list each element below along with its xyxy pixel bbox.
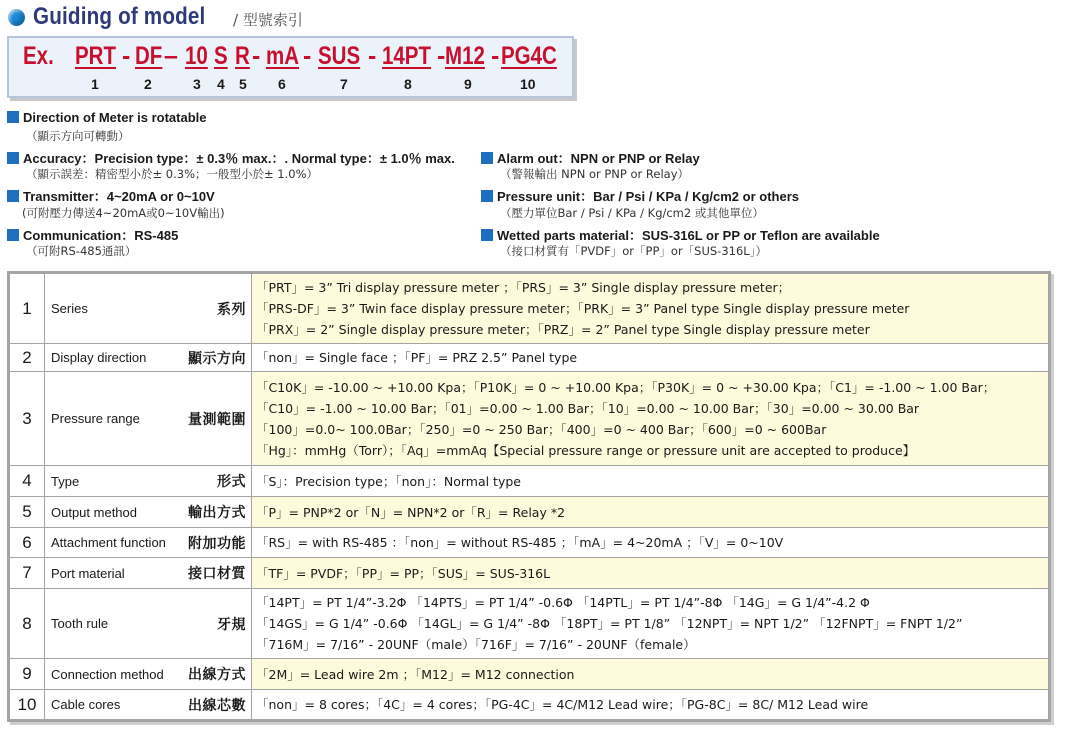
description-line: 「PRT」= 3” Tri display pressure meter ；「PRS」= 3” Single display pressure meter； [256, 280, 791, 295]
description-line: 「non」= 8 cores；「4C」= 4 cores；「PG-4C」= 4C/M12 Lead wire；「PG-8C」= 8C/ M12 Lead wire [256, 697, 869, 712]
code-separator: – [164, 42, 178, 70]
code-segment-connection: M12 [445, 42, 485, 70]
row-field [45, 466, 252, 496]
row-description [252, 528, 1048, 557]
row-field [45, 344, 252, 371]
row-description [252, 659, 1048, 689]
code-separator: - [303, 42, 312, 70]
note-communication-caption: （可附RS-485通訊） [26, 244, 137, 258]
row-number: 4 [10, 466, 45, 496]
row-number: 2 [10, 344, 45, 371]
row-number: 7 [10, 558, 45, 588]
code-segment-range: 10 [185, 42, 208, 70]
field-name-zh: 顯示方向 [188, 350, 246, 367]
field-name-en: Display direction [51, 350, 147, 365]
field-name-en: Port material [51, 565, 125, 581]
field-name-zh: 系列 [217, 301, 246, 318]
table-row-type [10, 465, 1048, 496]
description-line: 「PRS-DF」= 3” Twin face display pressure meter；「PRK」= 3” Panel type Single display pressure meter [256, 301, 910, 316]
field-name-en: Series [51, 301, 88, 316]
description-line: 「14GS」= G 1/4” -0.6Φ 「14GL」= G 1/4” -8Φ 「18PT」= PT 1/8” 「12NPT」= NPT 1/2” 「12FNPT」= FNPT 1/2” [256, 616, 963, 631]
field-name-en: Attachment function [51, 535, 166, 550]
bullet-square-icon [481, 152, 493, 164]
description-line: 「Hg」：mmHg（Torr）；「Aq」=mmAq【Special pressure range or pressure unit are accepted to produce】 [256, 442, 916, 458]
table-row-series [10, 274, 1048, 343]
table-row-display-direction [10, 343, 1048, 371]
row-field [45, 690, 252, 719]
field-name-zh: 形式 [217, 474, 246, 490]
row-description [252, 466, 1048, 496]
code-segment-display: DF [135, 42, 163, 70]
code-separator: - [437, 42, 446, 70]
table-row-tooth-rule [10, 588, 1048, 658]
code-segment-attachment: mA [266, 42, 300, 70]
example-prefix: Ex. [23, 42, 54, 70]
description-line: 「S」：Precision type；「non」：Normal type [256, 473, 521, 489]
code-segment-material: SUS [318, 42, 361, 70]
row-description [252, 558, 1048, 588]
section-title: Guiding of model [33, 3, 206, 30]
code-separator: - [491, 42, 500, 70]
note-wetted-parts-caption: （接口材質有「PVDF」or「PP」or「SUS-316L」） [500, 244, 767, 258]
row-field [45, 589, 252, 658]
note-direction-caption: （顯示方向可轉動） [26, 129, 130, 143]
row-description [252, 274, 1048, 343]
field-name-en: Tooth rule [51, 616, 109, 631]
code-index-number: 4 [217, 76, 225, 92]
note-pressure-unit: Pressure unit：Bar / Psi / KPa / Kg/cm2 or others [481, 186, 799, 205]
field-name-zh: 牙規 [217, 616, 246, 633]
description-line: 「C10」= -1.00 ~ 10.00 Bar；「01」=0.00 ~ 1.00 Bar；「10」=0.00 ~ 10.00 Bar；「30」=0.00 ~ 30.00 Bar [256, 400, 920, 416]
row-field [45, 558, 252, 588]
example-model-code [7, 36, 574, 98]
code-segment-type: S [214, 42, 228, 70]
description-line: 「C10K」= -10.00 ~ +10.00 Kpa；「P10K」= 0 ~ +10.00 Kpa；「P30K」= 0 ~ +30.00 Kpa；「C1」= -1.00 ~ 1.00 Bar； [256, 379, 996, 395]
row-number: 8 [10, 589, 45, 658]
row-number: 1 [10, 274, 45, 343]
row-description [252, 690, 1048, 719]
field-name-zh: 量測範圍 [188, 411, 246, 428]
code-separator: - [368, 42, 377, 70]
code-index-number: 9 [464, 76, 472, 92]
note-accuracy-caption: （顯示誤差：精密型小於± 0.3%；一般型小於± 1.0%） [26, 167, 319, 181]
code-separator: - [252, 42, 261, 70]
row-field [45, 659, 252, 689]
field-name-en: Output method [51, 504, 137, 520]
table-row-cable-cores [10, 689, 1048, 719]
field-name-en: Connection method [51, 666, 164, 682]
table-row-pressure-range [10, 371, 1048, 465]
table-row-output-method [10, 496, 1048, 527]
description-line: 「100」=0.0~ 100.0Bar；「250」=0 ~ 250 Bar；「400」=0 ~ 400 Bar；「600」=0 ~ 600Bar [256, 421, 827, 437]
field-name-en: Type [51, 473, 80, 489]
code-segment-series: PRT [75, 42, 116, 70]
description-line: 「14PT」= PT 1/4”-3.2Φ 「14PTS」= PT 1/4” -0.6Φ 「14PTL」= PT 1/4”-8Φ 「14G」= G 1/4”-4.2 Φ [256, 595, 870, 610]
code-index-number: 5 [239, 76, 247, 92]
code-segment-tooth: 14PT [382, 42, 432, 70]
row-description [252, 372, 1048, 465]
section-subtitle: / 型號索引 [233, 11, 303, 29]
row-field [45, 274, 252, 343]
model-guide-table [7, 271, 1051, 722]
bullet-square-icon [7, 111, 19, 123]
bullet-square-icon [7, 152, 19, 164]
section-header [8, 3, 303, 30]
bullet-square-icon [7, 190, 19, 202]
note-pressure-unit-caption: （壓力單位Bar / Psi / KPa / Kg/cm2 或其他單位） [500, 206, 764, 220]
row-description [252, 344, 1048, 371]
field-name-zh: 出線芯數 [188, 697, 246, 714]
code-index-number: 8 [404, 76, 412, 92]
note-alarm-caption: （警報輸出 NPN or PNP or Relay） [500, 167, 690, 181]
bullet-square-icon [481, 190, 493, 202]
description-line: 「PRX」= 2” Single display pressure meter；「PRZ」= 2” Panel type Single display pressure meter [256, 322, 870, 337]
row-number: 10 [10, 690, 45, 719]
row-field [45, 528, 252, 557]
note-transmitter: Transmitter：4~20mA or 0~10V [7, 186, 215, 205]
code-index-number: 7 [340, 76, 348, 92]
row-description [252, 589, 1048, 658]
note-alarm: Alarm out：NPN or PNP or Relay [481, 148, 700, 167]
description-line: 「2M」= Lead wire 2m ；「M12」= M12 connection [256, 666, 575, 682]
bullet-square-icon [7, 229, 19, 241]
code-index-number: 2 [144, 76, 152, 92]
description-line: 「P」= PNP*2 or「N」= NPN*2 or「R」= Relay *2 [256, 504, 566, 520]
code-index-number: 10 [520, 76, 536, 92]
code-index-number: 1 [91, 76, 99, 92]
note-accuracy: Accuracy：Precision type：± 0.3％ max.：. Normal type：± 1.0％ max. [7, 148, 455, 167]
table-row-port-material [10, 557, 1048, 588]
table-row-connection-method [10, 658, 1048, 689]
field-name-zh: 出線方式 [188, 667, 246, 683]
field-name-zh: 附加功能 [188, 535, 246, 552]
code-index-number: 3 [193, 76, 201, 92]
table-row-attachment-function [10, 527, 1048, 557]
field-name-zh: 接口材質 [188, 566, 246, 582]
note-wetted-parts: Wetted parts material：SUS-316L or PP or Teflon are available [481, 225, 880, 244]
row-field [45, 497, 252, 527]
example-code-line [9, 40, 572, 74]
row-number: 5 [10, 497, 45, 527]
code-index-number: 6 [278, 76, 286, 92]
field-name-en: Cable cores [51, 697, 121, 712]
description-line: 「TF」= PVDF；「PP」= PP；「SUS」= SUS-316L [256, 565, 551, 581]
row-number: 6 [10, 528, 45, 557]
code-segment-cable: PG4C [501, 42, 557, 70]
code-separator: - [122, 42, 131, 70]
bullet-circle-icon [8, 9, 25, 26]
description-line: 「RS」= with RS-485 ：「non」= without RS-485 ；「mA」= 4~20mA ；「V」= 0~10V [256, 535, 784, 550]
row-description [252, 497, 1048, 527]
note-communication: Communication：RS-485 [7, 225, 178, 244]
code-segment-output: R [235, 42, 250, 70]
field-name-en: Pressure range [51, 411, 140, 426]
row-number: 9 [10, 659, 45, 689]
row-field [45, 372, 252, 465]
description-line: 「non」= Single face ；「PF」= PRZ 2.5” Panel type [256, 350, 578, 365]
row-number: 3 [10, 372, 45, 465]
note-transmitter-caption: (可附壓力傳送4~20mA或0~10V輸出) [22, 206, 225, 220]
note-direction: Direction of Meter is rotatable [7, 110, 206, 125]
field-name-zh: 輸出方式 [188, 505, 246, 521]
bullet-square-icon [481, 229, 493, 241]
description-line: 「716M」= 7/16” - 20UNF（male）「716F」= 7/16” - 20UNF（female） [256, 637, 696, 652]
